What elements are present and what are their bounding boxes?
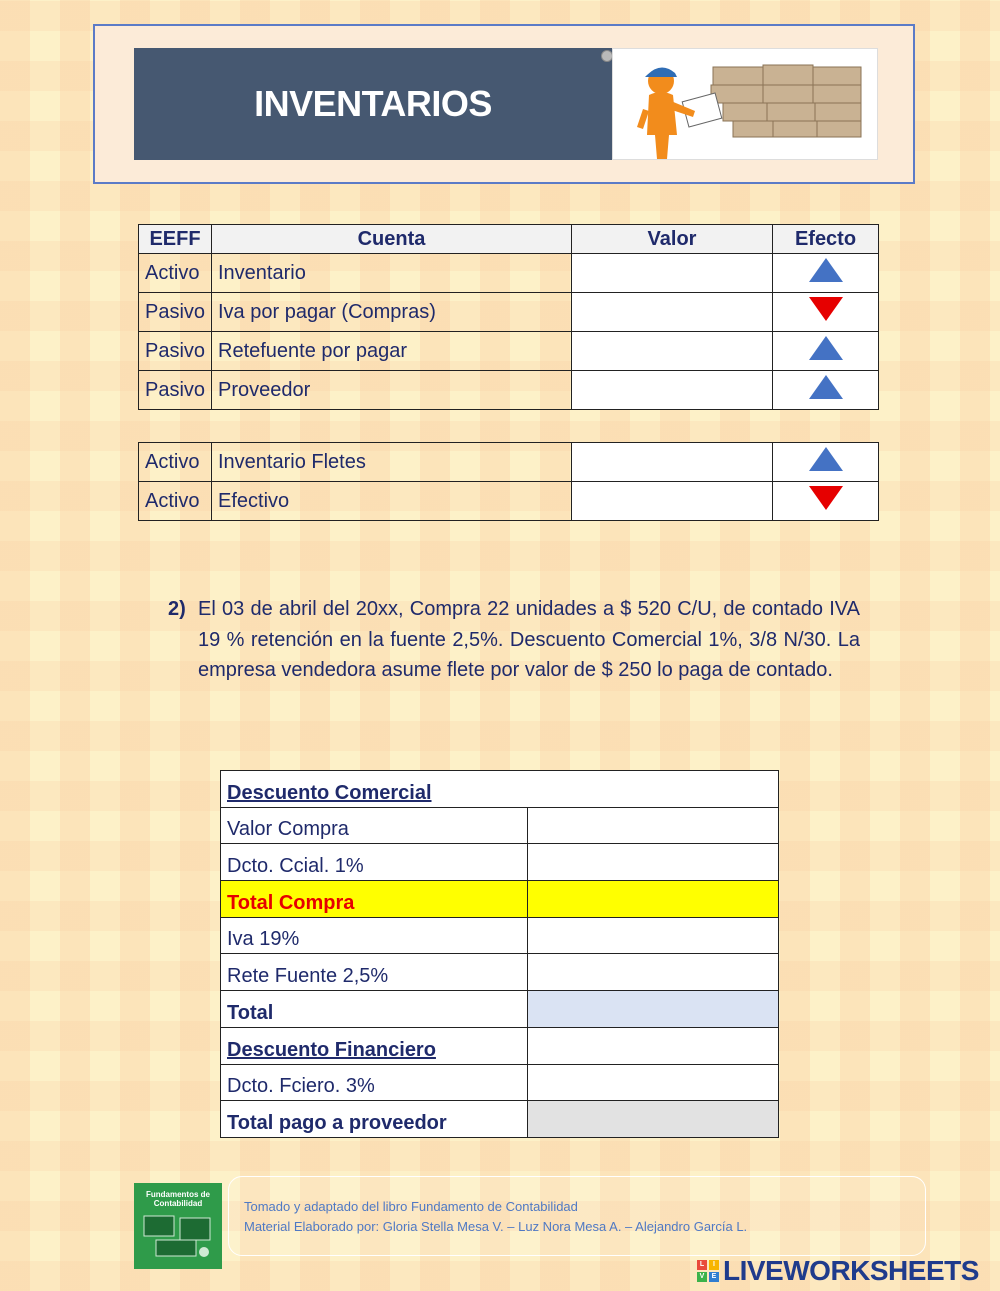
valor-input-cell[interactable] — [572, 482, 773, 521]
row-label: Iva 19% — [221, 917, 528, 954]
warehouse-worker-icon — [613, 49, 878, 160]
eeff-cell: Pasivo — [139, 371, 212, 410]
valor-input-cell[interactable] — [572, 293, 773, 332]
row-label-total-compra: Total Compra — [221, 881, 528, 918]
section-title-descuento-financiero: Descuento Financiero — [221, 1027, 528, 1064]
eeff-cell: Pasivo — [139, 332, 212, 371]
efecto-cell — [773, 443, 879, 482]
footer-credits — [244, 1197, 747, 1237]
cuenta-cell: Inventario — [212, 254, 572, 293]
arrow-up-icon — [809, 258, 843, 282]
table-row — [221, 807, 779, 844]
calc-table — [220, 770, 779, 1138]
liveworksheets-logo[interactable] — [697, 1256, 979, 1286]
table-row — [221, 844, 779, 881]
table-row — [221, 991, 779, 1028]
valor-input-cell[interactable] — [572, 254, 773, 293]
problem-statement — [168, 594, 860, 686]
eeff-cell: Activo — [139, 482, 212, 521]
section-title-descuento-comercial: Descuento Comercial — [221, 771, 779, 808]
row-label: Valor Compra — [221, 807, 528, 844]
table-row — [221, 1064, 779, 1101]
table-row — [221, 917, 779, 954]
table-row — [221, 1027, 779, 1064]
value-input-cell[interactable] — [528, 991, 779, 1028]
brand-name: LIVEWORKSHEETS — [723, 1255, 979, 1286]
table-row — [139, 332, 879, 371]
book-title: Fundamentos de Contabilidad — [145, 1190, 210, 1208]
problem-text: El 03 de abril del 20xx, Compra 22 unidades a $ 520 C/U, de contado IVA 19 % retención en la fuente 2,5%. Descuento Comercial 1%, 3/8 N/30. La empresa vendedora asume flete por valor de $ 250 lo paga de contado. — [198, 598, 860, 681]
efecto-cell — [773, 293, 879, 332]
value-input-cell[interactable] — [528, 807, 779, 844]
row-label: Rete Fuente 2,5% — [221, 954, 528, 991]
row-label-total-pago: Total pago a proveedor — [221, 1101, 528, 1138]
warehouse-worker-illustration — [612, 48, 878, 160]
liveworksheets-icon: L I V E — [697, 1260, 719, 1282]
row-label: Dcto. Ccial. 1% — [221, 844, 528, 881]
table-row — [221, 881, 779, 918]
value-input-cell[interactable] — [528, 1064, 779, 1101]
value-input-cell[interactable] — [528, 844, 779, 881]
efecto-cell — [773, 254, 879, 293]
value-input-cell[interactable] — [528, 1101, 779, 1138]
valor-input-cell[interactable] — [572, 332, 773, 371]
cuenta-cell: Retefuente por pagar — [212, 332, 572, 371]
row-label-total: Total — [221, 991, 528, 1028]
table-row — [139, 443, 879, 482]
header-efecto: Efecto — [773, 225, 879, 254]
eeff-cell: Pasivo — [139, 293, 212, 332]
header-valor: Valor — [572, 225, 773, 254]
book-illustration-icon — [134, 1208, 222, 1268]
cuenta-cell: Proveedor — [212, 371, 572, 410]
footer-source: Tomado y adaptado del libro Fundamento de Contabilidad — [244, 1199, 578, 1214]
table-row — [221, 954, 779, 991]
value-input-cell[interactable] — [528, 917, 779, 954]
cuenta-cell: Iva por pagar (Compras) — [212, 293, 572, 332]
efecto-cell — [773, 371, 879, 410]
value-input-cell[interactable] — [528, 881, 779, 918]
arrow-down-icon — [809, 297, 843, 321]
eeff-cell: Activo — [139, 443, 212, 482]
accounts-table-freight — [138, 442, 879, 521]
arrow-down-icon — [809, 486, 843, 510]
table-row — [139, 254, 879, 293]
arrow-up-icon — [809, 375, 843, 399]
valor-input-cell[interactable] — [572, 443, 773, 482]
problem-number: 2) — [168, 598, 186, 620]
arrow-up-icon — [809, 447, 843, 471]
eeff-cell: Activo — [139, 254, 212, 293]
page-title: INVENTARIOS — [134, 48, 612, 160]
header-cuenta: Cuenta — [212, 225, 572, 254]
row-label: Dcto. Fciero. 3% — [221, 1064, 528, 1101]
table-row — [139, 482, 879, 521]
valor-input-cell[interactable] — [572, 371, 773, 410]
value-input-cell[interactable] — [528, 1027, 779, 1064]
table-row — [221, 771, 779, 808]
cuenta-cell: Efectivo — [212, 482, 572, 521]
table-row — [221, 1101, 779, 1138]
table-row — [139, 293, 879, 332]
cuenta-cell: Inventario Fletes — [212, 443, 572, 482]
table-row — [139, 371, 879, 410]
arrow-up-icon — [809, 336, 843, 360]
efecto-cell — [773, 482, 879, 521]
accounts-table — [138, 224, 879, 410]
value-input-cell[interactable] — [528, 954, 779, 991]
header-eeff: EEFF — [139, 225, 212, 254]
book-cover-image — [134, 1183, 222, 1269]
footer-authors: Material Elaborado por: Gloria Stella Mesa V. – Luz Nora Mesa A. – Alejandro García L. — [244, 1219, 748, 1234]
efecto-cell — [773, 332, 879, 371]
